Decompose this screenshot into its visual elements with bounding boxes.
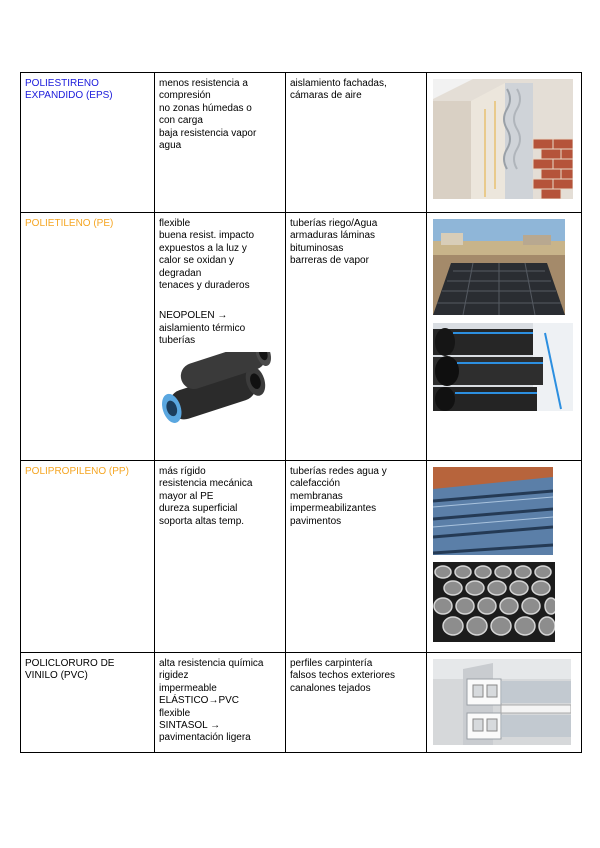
uses-text: aislamiento fachadas, cámaras de aire [290,78,387,102]
uses-cell [286,461,427,653]
material-name-pe: POLIETILENO (PE) [25,218,114,229]
table-row [21,73,582,213]
table-row [21,653,582,753]
image-cell [427,73,582,213]
properties-text: menos resistencia a compresión no zonas húmedas o con carga baja resistencia vapor agua [159,78,257,152]
properties-cell [155,73,286,213]
pp-tubes-image [433,562,555,642]
uses-text: tuberías riego/Agua armaduras láminas bituminosas barreras de vapor [290,218,378,267]
pe-pipes-image [433,323,573,411]
uses-text: perfiles carpintería falsos techos exteriores canalones tejados [290,658,396,694]
properties-text: alta resistencia química rigidez impermeable ELÁSTICO→PVC flexible SINTASOL → pavimentación ligera [159,658,264,744]
material-name-cell [21,213,155,461]
properties-cell [155,461,286,653]
pvc-window-profile-image [433,659,571,745]
properties-cell [155,213,286,461]
uses-cell [286,73,427,213]
eps-wall-insulation-image [433,79,573,199]
image-cell [427,653,582,753]
image-cell [427,461,582,653]
properties-cell [155,653,286,753]
material-name-pp: POLIPROPILENO (PP) [25,466,129,477]
material-name-cell [21,653,155,753]
uses-cell [286,213,427,461]
neopolen-insulation-image [159,352,277,432]
uses-text: tuberías redes agua y calefacción membranas impermeabilizantes pavimentos [290,466,387,527]
table-row [21,461,582,653]
uses-cell [286,653,427,753]
image-cell [427,213,582,461]
material-name-eps: POLIESTIRENO EXPANDIDO (EPS) [25,78,113,102]
properties-text: flexible buena resist. impacto expuestos a la luz y calor se oxidan y degradan tenaces y duraderos [159,218,255,292]
pp-membrane-image [433,467,553,555]
neopolen-text: NEOPOLEN → aislamiento térmico tuberías [159,310,246,347]
pe-vapor-barrier-image [433,219,565,315]
material-name-cell [21,461,155,653]
materials-table [20,72,582,753]
material-name-pvc: POLICLORURO DE VINILO (PVC) [25,658,115,682]
material-name-cell [21,73,155,213]
table-row [21,213,582,461]
properties-text: más rígido resistencia mecánica mayor al PE dureza superficial soporta altas temp. [159,466,253,527]
